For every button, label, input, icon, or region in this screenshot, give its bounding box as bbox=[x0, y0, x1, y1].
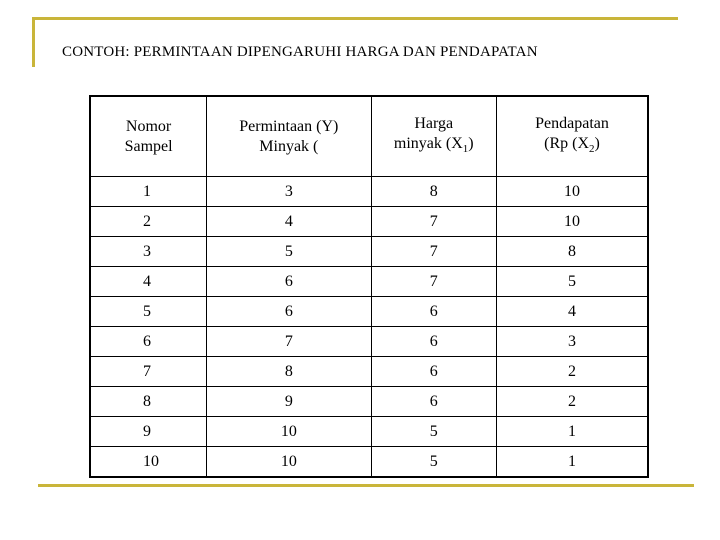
table-row bbox=[90, 357, 648, 387]
cell-demand: 10 bbox=[207, 447, 371, 478]
header-cell-income: Pendapatan (Rp $(X_2)$ bbox=[497, 96, 649, 177]
cell-demand: 10 bbox=[207, 417, 371, 447]
cell-income: 5 bbox=[497, 267, 649, 297]
cell-oil-price: 7 bbox=[371, 267, 496, 297]
table-row bbox=[90, 267, 648, 297]
cell-sample-number: 5 bbox=[90, 297, 207, 327]
cell-income: 10 bbox=[497, 207, 649, 237]
cell-oil-price: 6 bbox=[371, 297, 496, 327]
cell-sample-number: 9 bbox=[90, 417, 207, 447]
cell-income: 4 bbox=[497, 297, 649, 327]
cell-sample-number: 7 bbox=[90, 357, 207, 387]
table-row bbox=[90, 327, 648, 357]
cell-oil-price: 5 bbox=[371, 447, 496, 478]
slide-title: CONTOH: PERMINTAAN DIPENGARUHI HARGA DAN PENDAPATAN bbox=[62, 44, 538, 60]
cell-sample-number: 8 bbox=[90, 387, 207, 417]
cell-sample-number: 1 bbox=[90, 177, 207, 207]
cell-oil-price: 6 bbox=[371, 327, 496, 357]
cell-demand: 4 bbox=[207, 207, 371, 237]
cell-income: 8 bbox=[497, 237, 649, 267]
table-row bbox=[90, 237, 648, 267]
header-cell-oil-price: Harga minyak $(X_1)$ bbox=[371, 96, 496, 177]
cell-income: 1 bbox=[497, 447, 649, 478]
table-row bbox=[90, 387, 648, 417]
cell-demand: 5 bbox=[207, 237, 371, 267]
header-cell-demand: Permintaan (Y) Minyak ( bbox=[207, 96, 371, 177]
cell-demand: 9 bbox=[207, 387, 371, 417]
cell-income: 2 bbox=[497, 387, 649, 417]
cell-demand: 3 bbox=[207, 177, 371, 207]
cell-income: 3 bbox=[497, 327, 649, 357]
table-row bbox=[90, 417, 648, 447]
cell-demand: 6 bbox=[207, 267, 371, 297]
cell-oil-price: 5 bbox=[371, 417, 496, 447]
table-row bbox=[90, 447, 648, 478]
cell-oil-price: 8 bbox=[371, 177, 496, 207]
cell-sample-number: 6 bbox=[90, 327, 207, 357]
cell-oil-price: 6 bbox=[371, 357, 496, 387]
bottom-accent-rule bbox=[38, 484, 694, 487]
cell-demand: 7 bbox=[207, 327, 371, 357]
cell-income: 1 bbox=[497, 417, 649, 447]
cell-oil-price: 7 bbox=[371, 237, 496, 267]
cell-oil-price: 6 bbox=[371, 387, 496, 417]
cell-income: 2 bbox=[497, 357, 649, 387]
top-accent-rule bbox=[32, 17, 678, 20]
header-row bbox=[90, 96, 648, 177]
cell-sample-number: 4 bbox=[90, 267, 207, 297]
cell-sample-number: 3 bbox=[90, 237, 207, 267]
left-accent-rule bbox=[32, 17, 35, 67]
table-row bbox=[90, 177, 648, 207]
table-row bbox=[90, 297, 648, 327]
cell-sample-number: 10 bbox=[90, 447, 207, 478]
cell-income: 10 bbox=[497, 177, 649, 207]
cell-oil-price: 7 bbox=[371, 207, 496, 237]
header-cell-sample-number: Nomor Sampel bbox=[90, 96, 207, 177]
cell-demand: 8 bbox=[207, 357, 371, 387]
table-row bbox=[90, 207, 648, 237]
table-body bbox=[90, 177, 648, 478]
cell-demand: 6 bbox=[207, 297, 371, 327]
data-table bbox=[89, 95, 649, 478]
cell-sample-number: 2 bbox=[90, 207, 207, 237]
